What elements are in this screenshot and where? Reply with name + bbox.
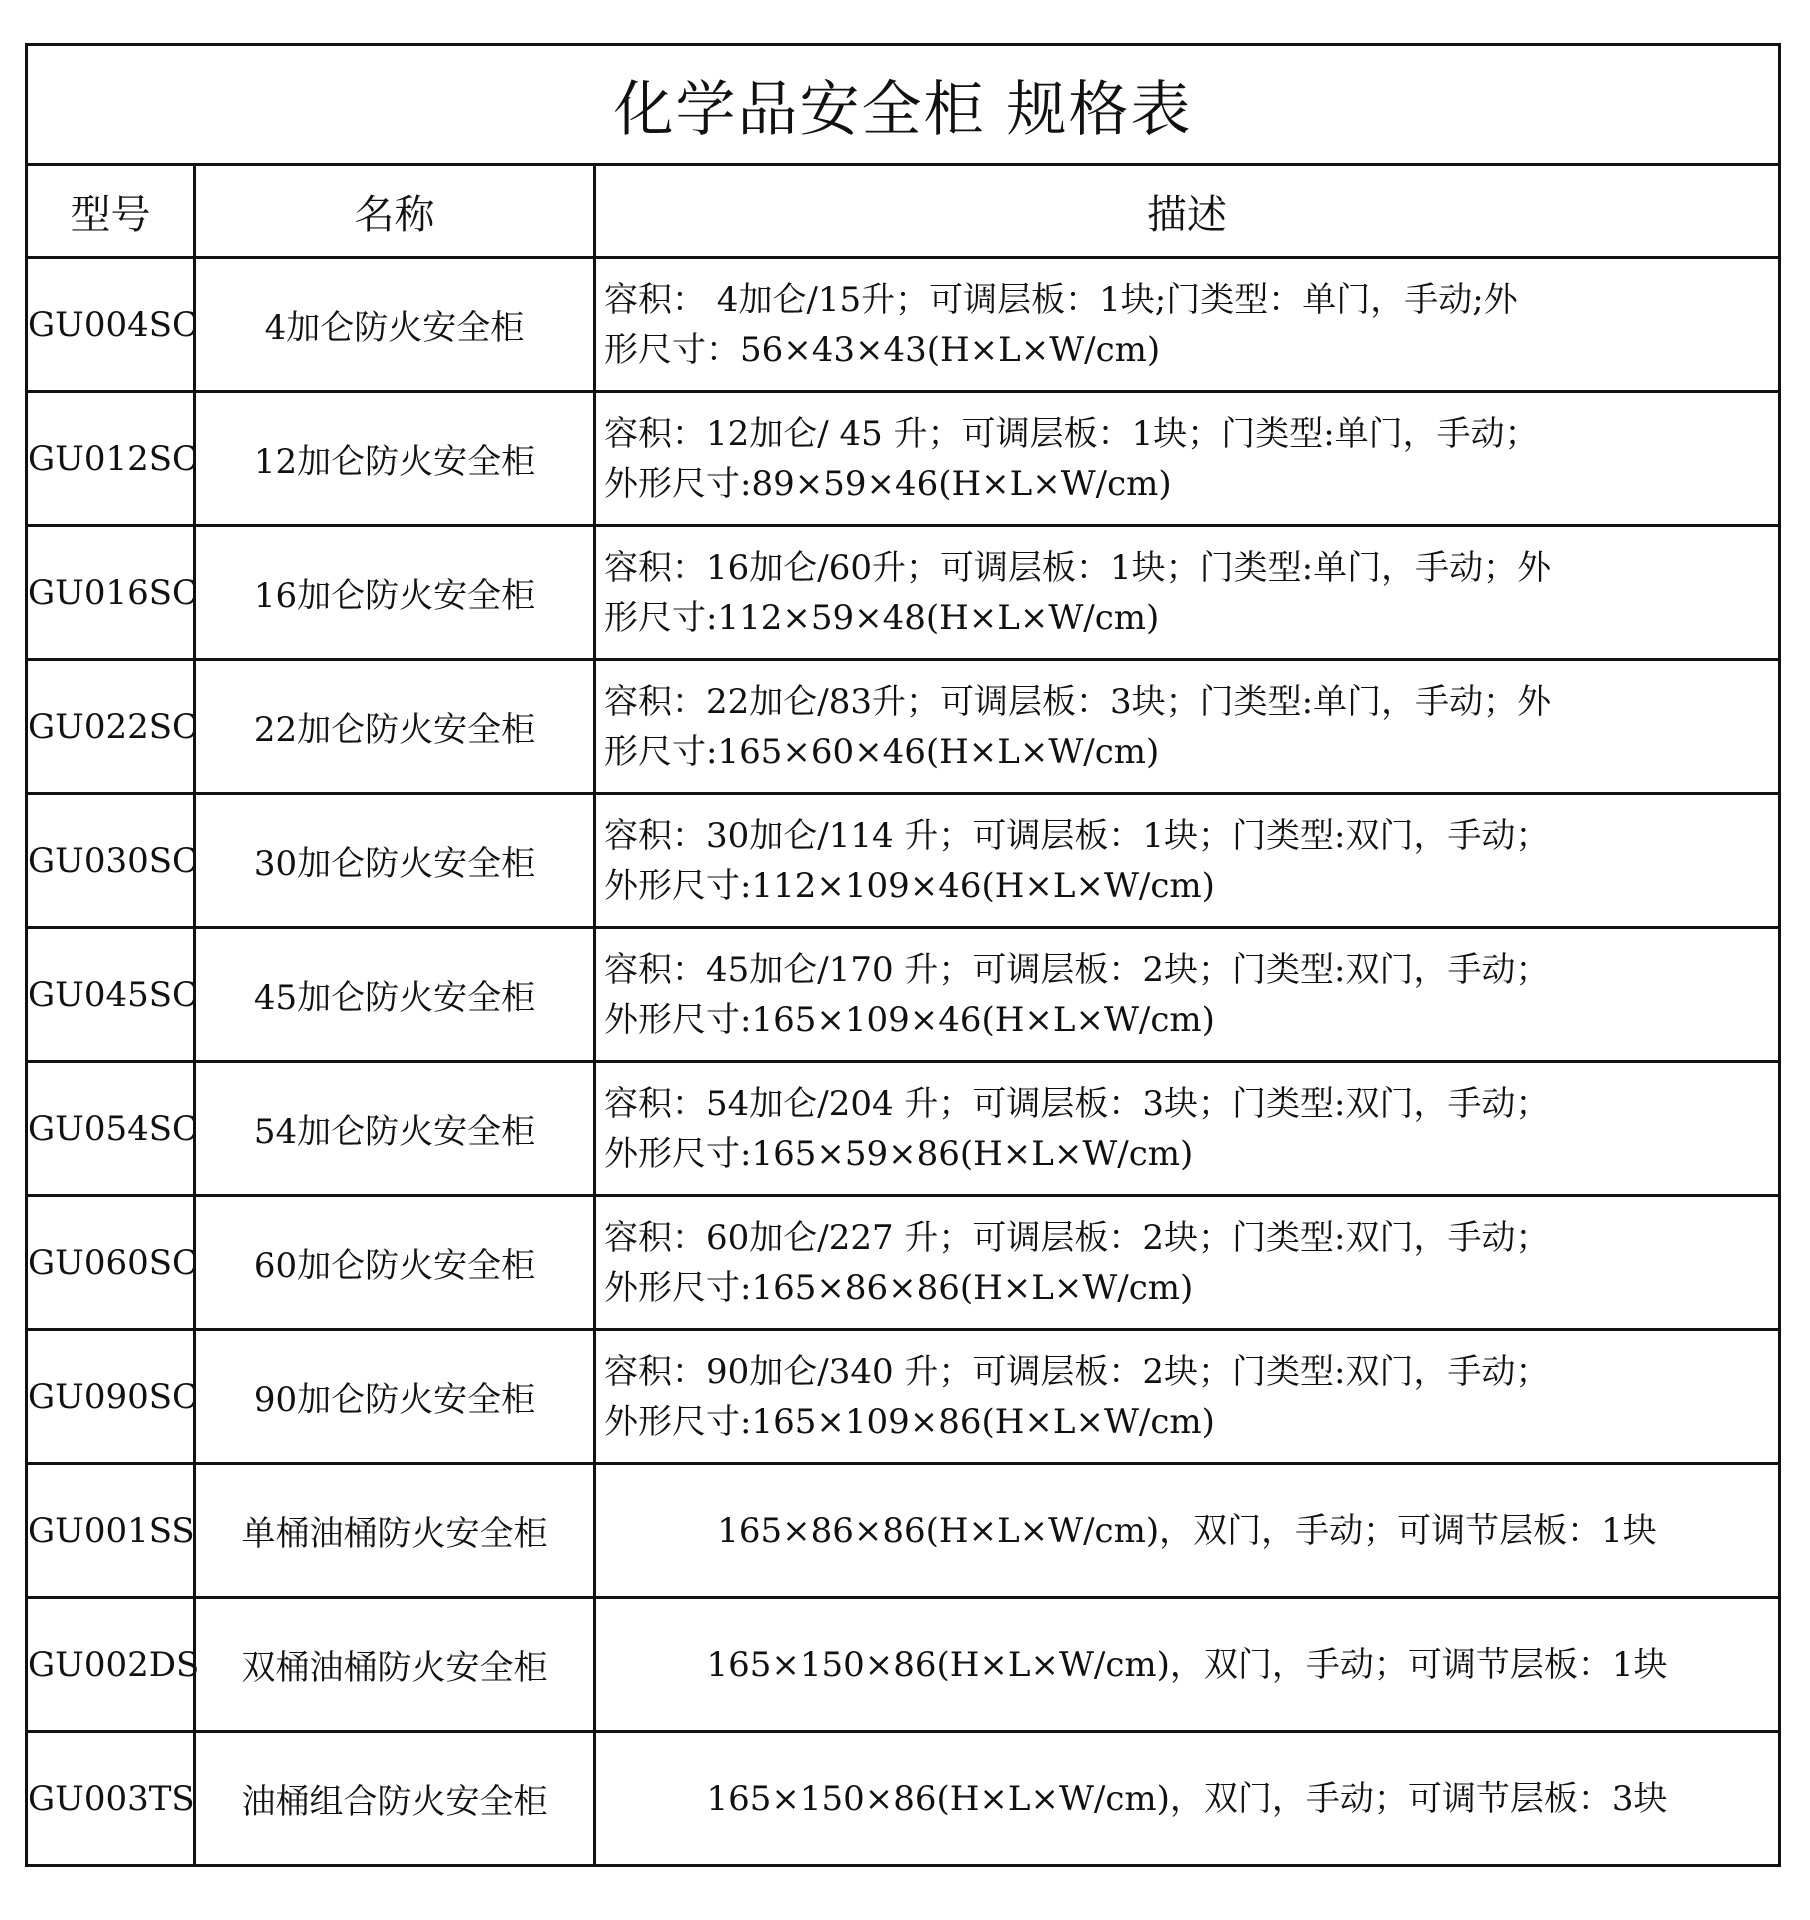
description-cell bbox=[595, 1598, 1780, 1732]
description-cell bbox=[595, 258, 1780, 392]
name-cell: 12加仑防火安全柜 bbox=[195, 392, 595, 526]
name-cell: 30加仑防火安全柜 bbox=[195, 794, 595, 928]
description-line: 外形尺寸:165×109×46(H×L×W/cm) bbox=[604, 999, 1215, 1040]
description-cell bbox=[595, 1464, 1780, 1598]
description-line: 容积： 4加仑/15升；可调层板：1块;门类型：单门，手动;外 bbox=[604, 279, 1518, 320]
table-row bbox=[27, 392, 1780, 526]
table-row bbox=[27, 1464, 1780, 1598]
description-line: 形尺寸：56×43×43(H×L×W/cm) bbox=[604, 329, 1161, 370]
name-cell: 4加仑防火安全柜 bbox=[195, 258, 595, 392]
description-line: 容积：54加仑/204 升；可调层板：3块；门类型:双门，手动； bbox=[604, 1083, 1550, 1124]
model-cell: GU001SS bbox=[27, 1464, 195, 1598]
name-cell: 双桶油桶防火安全柜 bbox=[195, 1598, 595, 1732]
description-cell bbox=[595, 1196, 1780, 1330]
description-cell bbox=[595, 1732, 1780, 1866]
table-row bbox=[27, 1196, 1780, 1330]
description-line: 外形尺寸:112×109×46(H×L×W/cm) bbox=[604, 865, 1215, 906]
description-line: 容积：30加仑/114 升；可调层板：1块；门类型:双门，手动； bbox=[604, 815, 1550, 856]
description-line: 外形尺寸:165×86×86(H×L×W/cm) bbox=[604, 1267, 1194, 1308]
description-line: 容积：22加仑/83升；可调层板：3块；门类型:单门，手动；外 bbox=[604, 681, 1552, 722]
table-row bbox=[27, 1330, 1780, 1464]
description-cell bbox=[595, 794, 1780, 928]
table-row bbox=[27, 794, 1780, 928]
name-cell: 单桶油桶防火安全柜 bbox=[195, 1464, 595, 1598]
model-cell: GU045SC bbox=[27, 928, 195, 1062]
description-cell bbox=[595, 392, 1780, 526]
table-row bbox=[27, 928, 1780, 1062]
spec-table bbox=[25, 43, 1781, 1867]
description-line: 165×150×86(H×L×W/cm)，双门，手动；可调节层板：3块 bbox=[706, 1778, 1668, 1819]
table-row bbox=[27, 1732, 1780, 1866]
model-cell: GU060SC bbox=[27, 1196, 195, 1330]
name-cell: 45加仑防火安全柜 bbox=[195, 928, 595, 1062]
table-row bbox=[27, 526, 1780, 660]
name-cell: 油桶组合防火安全柜 bbox=[195, 1732, 595, 1866]
model-cell: GU004SC bbox=[27, 258, 195, 392]
header-model: 型号 bbox=[27, 165, 195, 258]
model-cell: GU090SC bbox=[27, 1330, 195, 1464]
description-cell bbox=[595, 1330, 1780, 1464]
model-cell: GU022SC bbox=[27, 660, 195, 794]
name-cell: 22加仑防火安全柜 bbox=[195, 660, 595, 794]
name-cell: 60加仑防火安全柜 bbox=[195, 1196, 595, 1330]
table-title: 化学品安全柜 规格表 bbox=[27, 45, 1780, 165]
model-cell: GU002DS bbox=[27, 1598, 195, 1732]
description-line: 容积：90加仑/340 升；可调层板：2块；门类型:双门，手动； bbox=[604, 1351, 1550, 1392]
description-cell bbox=[595, 526, 1780, 660]
model-cell: GU003TS bbox=[27, 1732, 195, 1866]
description-line: 外形尺寸:165×59×86(H×L×W/cm) bbox=[604, 1133, 1194, 1174]
description-cell bbox=[595, 660, 1780, 794]
description-cell bbox=[595, 1062, 1780, 1196]
name-cell: 54加仑防火安全柜 bbox=[195, 1062, 595, 1196]
header-desc: 描述 bbox=[595, 165, 1780, 258]
table-row bbox=[27, 1598, 1780, 1732]
description-line: 165×86×86(H×L×W/cm)，双门，手动；可调节层板：1块 bbox=[717, 1510, 1657, 1551]
description-cell bbox=[595, 928, 1780, 1062]
description-line: 容积：60加仑/227 升；可调层板：2块；门类型:双门，手动； bbox=[604, 1217, 1550, 1258]
table-row bbox=[27, 1062, 1780, 1196]
table-row bbox=[27, 258, 1780, 392]
description-line: 165×150×86(H×L×W/cm)，双门，手动；可调节层板：1块 bbox=[706, 1644, 1668, 1685]
header-name: 名称 bbox=[195, 165, 595, 258]
description-line: 容积：45加仑/170 升；可调层板：2块；门类型:双门，手动； bbox=[604, 949, 1550, 990]
description-line: 形尺寸:112×59×48(H×L×W/cm) bbox=[604, 597, 1160, 638]
model-cell: GU030SC bbox=[27, 794, 195, 928]
description-line: 外形尺寸:165×109×86(H×L×W/cm) bbox=[604, 1401, 1215, 1442]
description-line: 容积：16加仑/60升；可调层板：1块；门类型:单门，手动；外 bbox=[604, 547, 1552, 588]
name-cell: 90加仑防火安全柜 bbox=[195, 1330, 595, 1464]
model-cell: GU054SC bbox=[27, 1062, 195, 1196]
name-cell: 16加仑防火安全柜 bbox=[195, 526, 595, 660]
description-line: 外形尺寸:89×59×46(H×L×W/cm) bbox=[604, 463, 1172, 504]
description-line: 形尺寸:165×60×46(H×L×W/cm) bbox=[604, 731, 1160, 772]
model-cell: GU016SC bbox=[27, 526, 195, 660]
model-cell: GU012SC bbox=[27, 392, 195, 526]
table-row bbox=[27, 660, 1780, 794]
description-line: 容积：12加仑/ 45 升；可调层板：1块；门类型:单门，手动； bbox=[604, 413, 1539, 454]
